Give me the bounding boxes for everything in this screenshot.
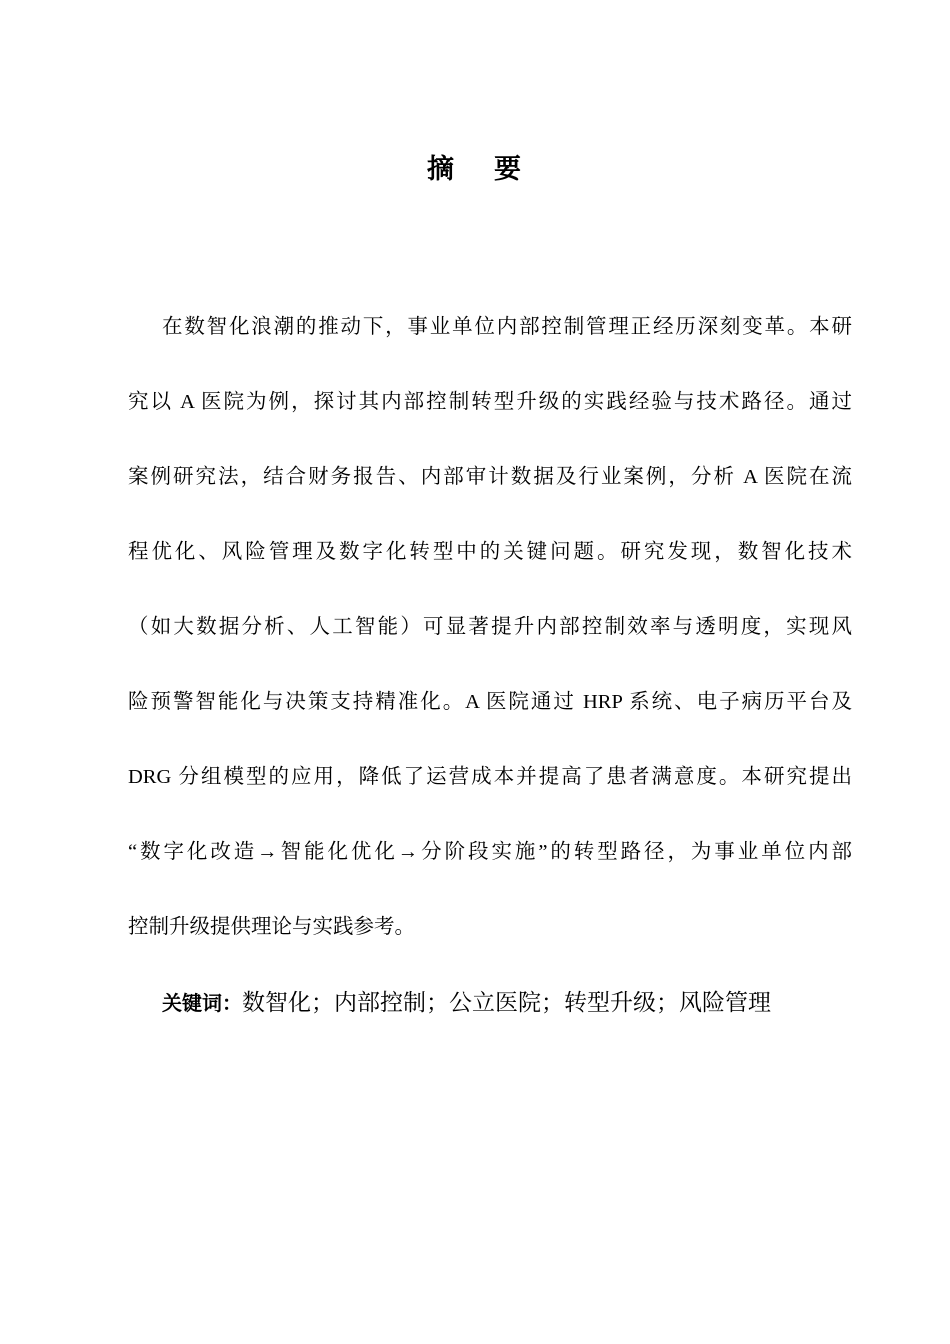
abstract-line-5: （如大数据分析、人工智能）可显著提升内部控制效率与透明度，实现风 (128, 616, 852, 638)
keywords (162, 984, 771, 1017)
title-char-2: 要 (494, 154, 523, 185)
abstract-line-6: 险预警智能化与决策支持精准化。A 医院通过 HRP 系统、电子病历平台及 (128, 691, 852, 713)
abstract-line-2: 究以 A 医院为例，探讨其内部控制转型升级的实践经验与技术路径。通过 (128, 391, 852, 413)
abstract-line-4: 程优化、风险管理及数字化转型中的关键问题。研究发现，数智化技术 (128, 541, 852, 563)
abstract-line-3: 案例研究法，结合财务报告、内部审计数据及行业案例，分析 A 医院在流 (128, 466, 852, 488)
title-char-1: 摘 (427, 154, 456, 185)
abstract-body (128, 290, 852, 965)
keywords-values: 数智化；内部控制；公立医院；转型升级；风险管理 (242, 990, 771, 1016)
page-title (0, 152, 950, 188)
keywords-label: 关键词： (162, 991, 242, 1015)
abstract-line-7: DRG 分组模型的应用，降低了运营成本并提高了患者满意度。本研究提出 (128, 766, 852, 788)
abstract-line-1: 在数智化浪潮的推动下，事业单位内部控制管理正经历深刻变革。本研 (162, 316, 852, 338)
abstract-line-9: 控制升级提供理论与实践参考。 (128, 916, 415, 938)
abstract-line-8: “数字化改造→智能化优化→分阶段实施”的转型路径，为事业单位内部 (128, 841, 852, 863)
